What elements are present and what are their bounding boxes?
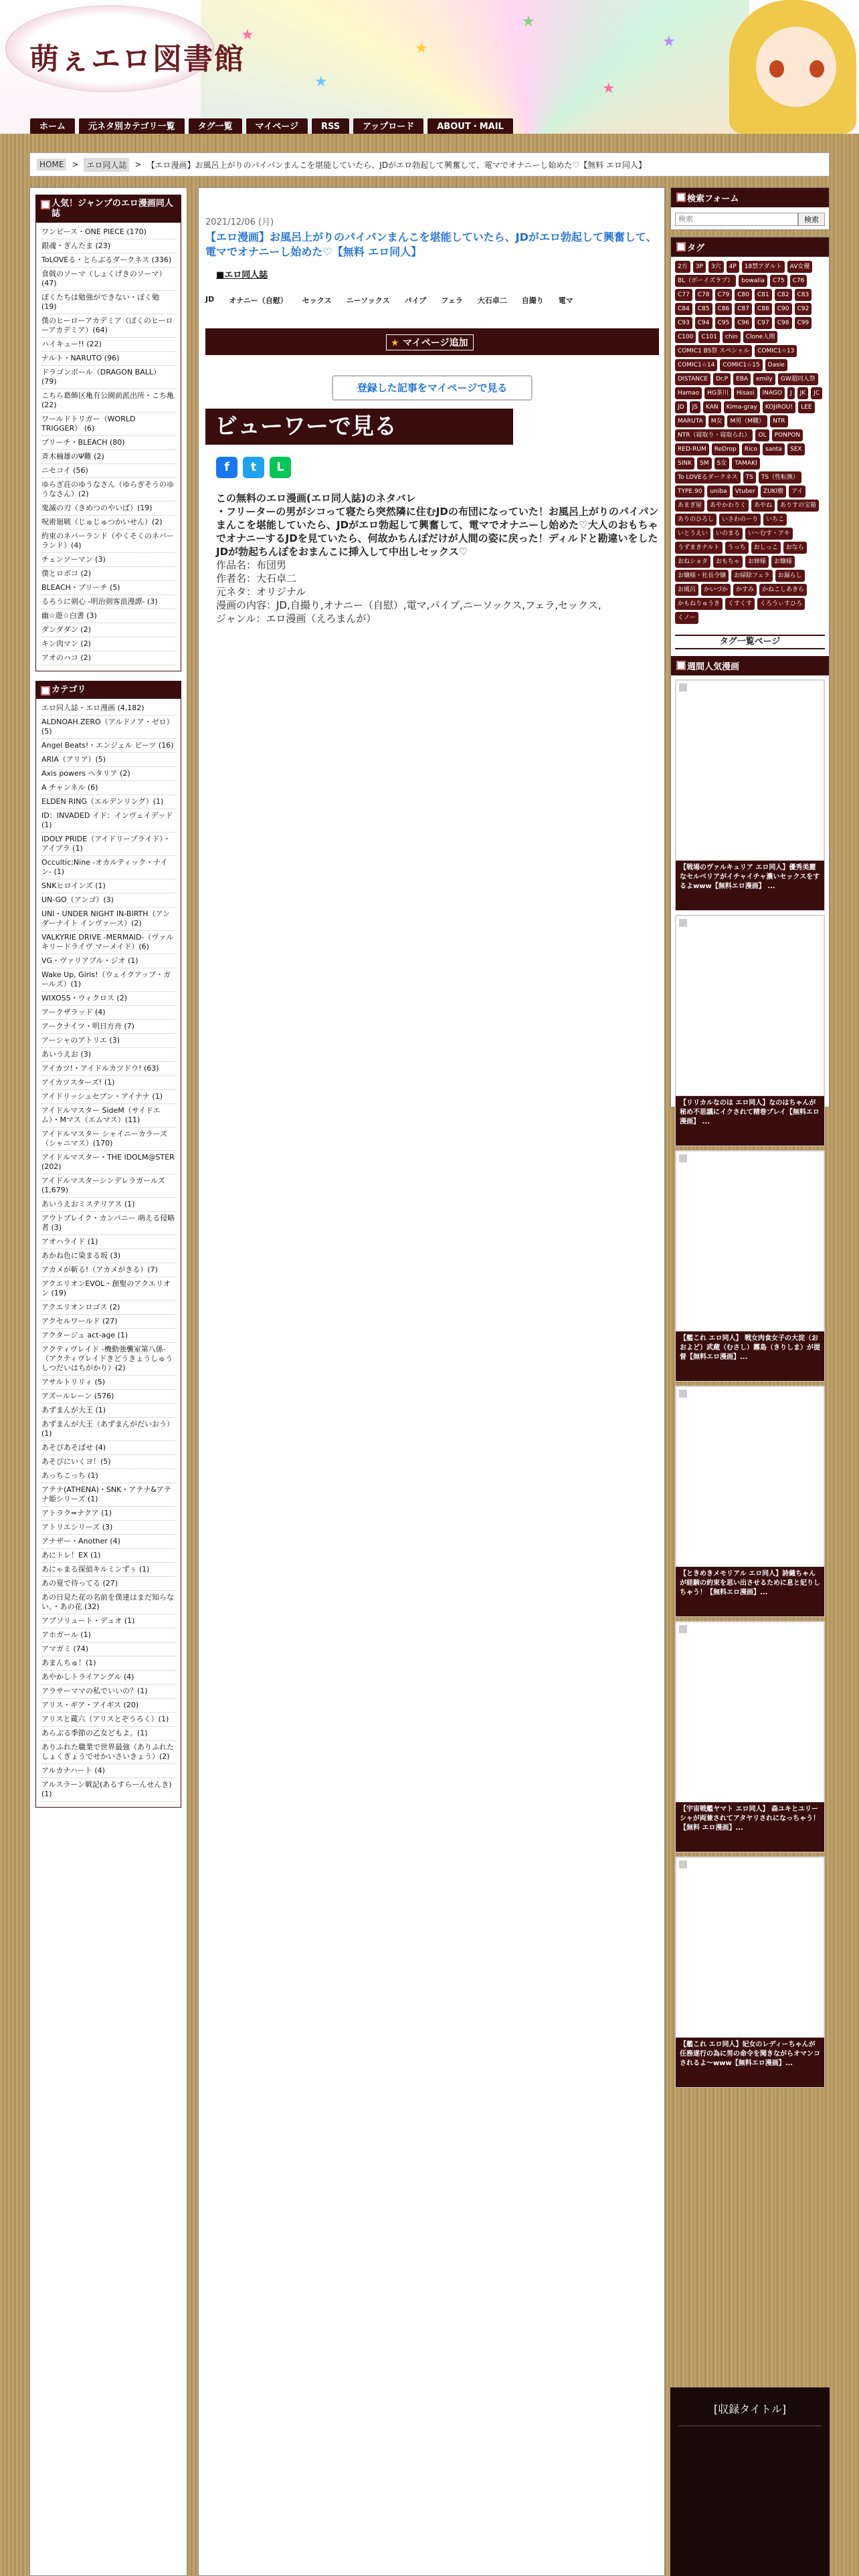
tag-item[interactable]: C97: [755, 317, 772, 329]
global-nav: [29, 118, 514, 134]
tag-item[interactable]: DISTANCE: [675, 373, 710, 385]
archive-title: [収録タイトル]: [713, 2403, 787, 2416]
recent-thumbnail[interactable]: [676, 1857, 824, 2038]
tag-item[interactable]: C99: [795, 317, 812, 329]
category-item[interactable]: アクタージュ act-age (1): [41, 1329, 175, 1343]
category-item[interactable]: あやかしトライアングル (4): [41, 1671, 175, 1685]
site-header: [0, 0, 859, 134]
tag-item[interactable]: JC: [811, 387, 822, 399]
tag-item[interactable]: いさわのーり: [719, 514, 761, 526]
nav-tags[interactable]: タグ一覧: [188, 118, 243, 134]
tag-item[interactable]: C101: [698, 331, 719, 343]
nav-mypage[interactable]: マイページ: [246, 118, 308, 134]
tag-item[interactable]: おもちゃ: [713, 556, 743, 568]
tag-item[interactable]: Dasie: [765, 359, 787, 371]
tag-item[interactable]: お嬢様・社長令嬢: [675, 570, 729, 582]
meta-content: 漫画の内容：JD,自撮り,オナニー（自慰）,電マ,パイプ,ニーソックス,フェラ,セックス,: [216, 599, 601, 611]
recent-card[interactable]: [675, 1150, 825, 1382]
category-item[interactable]: アナザー・Another (4): [41, 1535, 175, 1549]
popular-item[interactable]: るろうに剣心 -明治剣客浪漫譚- (3): [41, 595, 175, 609]
line-icon[interactable]: L: [270, 457, 291, 478]
category-item[interactable]: アオハライド (1): [41, 1235, 175, 1249]
popular-item[interactable]: 鬼滅の刃（きめつのやいば）(19): [41, 502, 175, 516]
meta-source: 元ネタ：オリジナル: [216, 586, 306, 598]
left-sidebar: [29, 187, 187, 2576]
star-icon: ★: [241, 27, 254, 43]
recent-thumbnail[interactable]: [676, 680, 824, 861]
popular-item[interactable]: 幽☆遊☆白書 (3): [41, 609, 175, 623]
category-item[interactable]: あそびあそばせ (4): [41, 1441, 175, 1455]
tag-item[interactable]: MARUTA: [675, 415, 706, 427]
tag-item[interactable]: M女: [708, 415, 725, 427]
tag-item[interactable]: C84: [675, 303, 692, 315]
right-sidebar: [670, 187, 830, 2576]
tag-item[interactable]: chin: [723, 331, 741, 343]
category-item[interactable]: アブソリュート・デュオ (1): [41, 1614, 175, 1628]
recent-thumbnail[interactable]: [676, 1622, 824, 1802]
category-item[interactable]: あいうえお (3): [41, 1048, 175, 1062]
tag-item[interactable]: J: [787, 387, 795, 399]
popular-item[interactable]: 約束のネバーランド（やくそくのネバーランド）(4): [41, 530, 175, 553]
tag-item[interactable]: COMIC1☆14: [675, 359, 717, 371]
category-item[interactable]: ELDEN RING（エルデンリング）(1): [41, 795, 175, 809]
category-item[interactable]: アマガミ (74): [41, 1642, 175, 1656]
popular-item[interactable]: ぼくたちは勉強ができない・ぼく勉 (19): [41, 291, 175, 314]
category-item[interactable]: あの日見た花の名前を僕達はまだ知らない。・あの花 (32): [41, 1591, 175, 1614]
popular-item[interactable]: ニセコイ (56): [41, 464, 175, 478]
category-item[interactable]: アイドルマスター・THE IDOLM@STER (202): [41, 1151, 175, 1174]
star-icon: ★: [415, 40, 428, 57]
keyword-tag[interactable]: セックス: [302, 296, 332, 305]
search-button[interactable]: 検索: [798, 213, 825, 226]
tag-item[interactable]: おねショタ: [675, 556, 710, 568]
facebook-icon[interactable]: f: [216, 457, 237, 478]
popular-item[interactable]: ダンダダン (2): [41, 623, 175, 637]
category-item[interactable]: アイドリッシュセブン・アイナナ (1): [41, 1090, 175, 1104]
tag-item[interactable]: C92: [795, 303, 812, 315]
tag-item[interactable]: OL: [755, 429, 769, 441]
tag-item[interactable]: おしっこ: [751, 542, 781, 554]
popular-item[interactable]: 斉木楠雄のΨ難 (2): [41, 450, 175, 464]
breadcrumb-category[interactable]: エロ同人誌: [84, 158, 129, 172]
category-item[interactable]: UN-GO（アンゴ）(3): [41, 893, 175, 907]
popular-item[interactable]: ワールドトリガー（WORLD TRIGGER） (6): [41, 413, 175, 436]
popular-item[interactable]: こちら葛飾区亀有公園前派出所・こち亀 (22): [41, 389, 175, 413]
category-item[interactable]: アクエリオンロゴス (2): [41, 1301, 175, 1315]
search-title: 検索フォーム: [671, 188, 829, 207]
meta-title: 作品名：布団男: [216, 559, 287, 571]
tag-item[interactable]: RED-RUM: [675, 443, 709, 455]
tag-item[interactable]: アイ: [789, 486, 805, 498]
popular-item[interactable]: ハイキュー!! (22): [41, 338, 175, 352]
tag-item[interactable]: C93: [675, 317, 692, 329]
popular-item[interactable]: チェンソーマン (3): [41, 553, 175, 567]
tag-cloud: [671, 257, 829, 628]
tag-item[interactable]: AV女優: [787, 261, 813, 273]
popular-widget-title: 人気！ジャンプのエロ漫画同人誌: [35, 195, 181, 223]
category-item[interactable]: アイドルマスターシンデレラガールズ (1,679): [41, 1174, 175, 1198]
post-date: 2021/12/06 (月): [205, 217, 274, 227]
tag-item[interactable]: 4P: [727, 261, 739, 273]
keyword-tag[interactable]: 大石卓二: [477, 296, 507, 305]
tag-title: タグ: [671, 237, 829, 257]
recent-thumbnail[interactable]: [676, 1151, 824, 1331]
tag-item[interactable]: TAMAKI: [732, 457, 759, 469]
keyword-tag[interactable]: 自撮り: [521, 296, 544, 305]
category-item[interactable]: アイカツスターズ! (1): [41, 1076, 175, 1090]
tag-item[interactable]: Hamao: [675, 387, 702, 399]
tag-item[interactable]: くろうぃすひろ: [757, 598, 805, 610]
keyword-tag[interactable]: パイプ: [404, 296, 427, 305]
keyword-tag[interactable]: フェラ: [441, 296, 463, 305]
category-item[interactable]: A チャンネル (6): [41, 781, 175, 795]
breadcrumb: [29, 152, 830, 177]
tag-item[interactable]: bowalia: [739, 275, 767, 287]
recent-list: [671, 679, 829, 2088]
category-item[interactable]: Wake Up, Girls!（ウェイクアップ・ガールズ）(1): [41, 968, 175, 992]
tag-item[interactable]: TS: [743, 471, 756, 484]
popular-item[interactable]: 呪術廻戦（じゅじゅつかいせん）(2): [41, 516, 175, 530]
popular-item[interactable]: ブリーチ・BLEACH (80): [41, 436, 175, 450]
category-item[interactable]: アリスと蔵六（アリスとぞうろく）(1): [41, 1713, 175, 1727]
category-item[interactable]: UNI・UNDER NIGHT IN-BIRTH（アンダーナイト インヴァース）(2): [41, 907, 175, 931]
tag-item[interactable]: KAN: [703, 401, 721, 413]
category-item[interactable]: アテナ(ATHENA)・SNK・アテナ&アテナ姫シリーズ (1): [41, 1483, 175, 1507]
popular-item[interactable]: ドラゴンボール（DRAGON BALL）(79): [41, 366, 175, 389]
recent-card[interactable]: [675, 1386, 825, 1617]
category-widget-title: カテゴリ: [35, 681, 181, 699]
tag-item[interactable]: C90: [775, 303, 792, 315]
tag-item[interactable]: INAGO: [760, 387, 785, 399]
category-item[interactable]: アラサーママの私でいいの？(1): [41, 1685, 175, 1699]
category-list: [35, 699, 181, 1808]
post-category[interactable]: ■エロ同人誌: [216, 270, 268, 280]
tag-item[interactable]: PONPON: [772, 429, 803, 441]
recent-caption[interactable]: 【リリカルなのは エロ同人】なのはちゃんが秘め不思議にイクされて精巻プレイ【無料エロ漫画】 ...: [676, 1096, 824, 1146]
popular-item[interactable]: キン肉マン (2): [41, 637, 175, 651]
tag-item[interactable]: 3穴: [708, 261, 724, 273]
keyword-tags: [205, 295, 659, 306]
tag-item[interactable]: NTR: [770, 415, 787, 427]
star-icon: ★: [314, 74, 328, 90]
tag-item[interactable]: かいづか: [701, 584, 731, 596]
tag-item[interactable]: C87: [735, 303, 752, 315]
tag-item[interactable]: 18禁アダルト: [742, 261, 785, 273]
recent-thumbnail[interactable]: [676, 1386, 824, 1567]
category-item[interactable]: あずまんが大王（あずまんがだいおう）(1): [41, 1418, 175, 1441]
tag-item[interactable]: C96: [735, 317, 752, 329]
tag-item[interactable]: お姉様: [745, 556, 769, 568]
category-item[interactable]: Axis powers ヘタリア (2): [41, 767, 175, 781]
tag-item[interactable]: ありのひろし: [675, 514, 717, 526]
tag-item[interactable]: COMIC1☆13: [755, 345, 797, 357]
mypage-bar: [205, 328, 659, 355]
tag-item[interactable]: かねこしあきら: [759, 584, 807, 596]
tag-item[interactable]: 2方: [675, 261, 690, 273]
post-title[interactable]: 【エロ漫画】お風呂上がりのパイパンまんこを堪能していたら、JDがエロ勃起して興奮して、電マでオナニーし始めた♡【無料 エロ同人】: [205, 231, 657, 258]
recent-caption[interactable]: 【宇宙戦艦ヤマト エロ同人】 森ユキとユリーシャが両兼されてアタヤリされになっちゃう！【無料 エロ漫画】...: [676, 1802, 824, 1852]
tag-item[interactable]: ありすの宝箱: [777, 500, 819, 512]
recent-caption[interactable]: 【戦場のヴァルキュリア エロ同人】優秀美麗なセルベリアがイチャイチャ濃いセックスをするよwww【無料エロ漫画】 ...: [676, 861, 824, 910]
category-item[interactable]: あにトレ！EX (1): [41, 1549, 175, 1563]
recent-card[interactable]: [675, 1621, 825, 1852]
category-item[interactable]: あそびにいくヨ！(5): [41, 1455, 175, 1469]
category-item[interactable]: アイドルマスター SideM（サイドエム）・Mマス（エムマス）(11): [41, 1104, 175, 1128]
tag-item[interactable]: Clone人間: [743, 331, 778, 343]
popular-item[interactable]: BLEACH・ブリーチ (5): [41, 581, 175, 595]
breadcrumb-current: 【エロ漫画】お風呂上がりのパイパンまんこを堪能していたら、JDがエロ勃起して興奮して、電マでオナニーし始めた♡【無料 エロ同人】: [147, 160, 646, 170]
tag-item[interactable]: Vtuber: [733, 486, 758, 498]
popular-item[interactable]: 僕のヒーローアカデミア（ぼくのヒーローアカデミア）(64): [41, 314, 175, 338]
tag-item[interactable]: C75: [770, 275, 787, 287]
category-item[interactable]: ARIA（アリア）(5): [41, 753, 175, 767]
category-item[interactable]: ID：INVADED イド：インヴェイデッド (1): [41, 809, 175, 833]
tag-item[interactable]: NTR（寝取り・寝取られ）: [675, 429, 753, 441]
tag-item[interactable]: ReDrop: [712, 443, 739, 455]
nav-upload[interactable]: アップロード: [353, 118, 424, 134]
tag-item[interactable]: お嬢様: [771, 556, 795, 568]
tag-item[interactable]: いちこ: [763, 514, 787, 526]
tag-item[interactable]: C100: [675, 331, 696, 343]
category-item[interactable]: エロ同人誌・エロ漫画 (4,182): [41, 702, 175, 716]
tag-item[interactable]: To LOVEるダークネス: [675, 471, 741, 484]
category-item[interactable]: ありふれた職業で世界最強（ありふれたしょくぎょうでせかいさいきょう）(2): [41, 1741, 175, 1764]
tag-item[interactable]: あやね: [751, 500, 775, 512]
recent-card[interactable]: [675, 915, 825, 1146]
category-item[interactable]: アトラク=ナクア (1): [41, 1507, 175, 1521]
popular-item[interactable]: ナルト・NARUTO (96): [41, 352, 175, 366]
category-item[interactable]: Angel Beats!・エンジェル ビーツ (16): [41, 739, 175, 753]
tag-item[interactable]: TYPE.90: [675, 486, 704, 498]
tag-item[interactable]: C86: [715, 303, 733, 315]
tag-item[interactable]: いとうえい: [675, 528, 710, 540]
tag-item[interactable]: JS: [690, 401, 700, 413]
tag-item[interactable]: C83: [795, 289, 812, 301]
tag-item[interactable]: SEX: [787, 443, 805, 455]
search-widget: [670, 187, 830, 230]
category-item[interactable]: アクエリオンEVOL・創聖のアクエリオン (19): [41, 1277, 175, 1301]
tag-item[interactable]: Hisasi: [734, 387, 757, 399]
category-item[interactable]: あかね色に染まる坂 (3): [41, 1249, 175, 1263]
tag-item[interactable]: お風呂: [675, 584, 698, 596]
star-icon: ★: [662, 33, 676, 50]
keyword-tag[interactable]: 電マ: [558, 296, 573, 305]
tag-item[interactable]: Dr.P: [713, 373, 731, 385]
tag-item[interactable]: C88: [755, 303, 772, 315]
tag-item[interactable]: うっち: [725, 542, 749, 554]
tag-page-link[interactable]: タグ一覧ページ: [675, 635, 825, 649]
keyword-tag[interactable]: ニーソックス: [346, 296, 390, 305]
post-description: [205, 492, 659, 625]
category-item[interactable]: あの夏で待ってる (27): [41, 1577, 175, 1591]
tag-item[interactable]: お漏らし: [775, 570, 805, 582]
tag-item[interactable]: KOJIROU!: [763, 401, 795, 413]
category-item[interactable]: アークザラッド (4): [41, 1006, 175, 1020]
mascot-illustration: [709, 0, 859, 134]
tag-item[interactable]: santa: [763, 443, 785, 455]
tag-item[interactable]: おなら: [783, 542, 807, 554]
popular-item[interactable]: 食戟のソーマ（しょくげきのソーマ）(47): [41, 267, 175, 291]
category-item[interactable]: ALDNOAH.ZERO（アルドノア・ゼロ）(5): [41, 716, 175, 739]
tag-item[interactable]: い〜むす・アキ: [745, 528, 793, 540]
tag-item[interactable]: JK: [797, 387, 809, 399]
breadcrumb-sep: >: [134, 160, 142, 169]
tag-item[interactable]: COMIC1☆15: [720, 359, 762, 371]
tag-item[interactable]: かすみ: [733, 584, 757, 596]
nav-about[interactable]: ABOUT・MAIL: [427, 118, 514, 134]
tag-item[interactable]: ZUKI樹: [761, 486, 786, 498]
category-item[interactable]: あいうえおミステリアス (1): [41, 1198, 175, 1212]
star-icon: ★: [522, 13, 535, 30]
breadcrumb-sep: >: [72, 160, 79, 169]
tag-widget: [670, 237, 830, 2067]
recent-caption[interactable]: 【艦これ エロ同人】 戦女肉食女子の大淀（おおよど）武蔵（むさし）霧島（きりしま）が提督【無料エロ漫画】...: [676, 1331, 824, 1381]
tag-item[interactable]: GW超同人祭: [778, 373, 818, 385]
popular-item[interactable]: 僕とロボコ (2): [41, 567, 175, 581]
tag-item[interactable]: あまぎ屋: [675, 500, 704, 512]
tag-item[interactable]: C82: [775, 289, 792, 301]
recent-thumbnail[interactable]: [676, 916, 824, 1096]
tag-item[interactable]: C94: [695, 317, 712, 329]
nav-rss[interactable]: RSS: [311, 118, 350, 134]
tag-item[interactable]: いのまる: [713, 528, 743, 540]
category-item[interactable]: アクティヴレイド -機動強襲室第八係-（アクティヴレイドきどうきょうしゅうしつだいはちがかり）(2): [41, 1343, 175, 1376]
tag-item[interactable]: かもねりゅうき: [675, 598, 723, 610]
main-content: [198, 187, 665, 2576]
category-item[interactable]: アークナイツ・明日方舟 (7): [41, 1020, 175, 1034]
category-item[interactable]: WIXOSS・ウィクロス (2): [41, 992, 175, 1006]
popular-item[interactable]: ワンピース・ONE PIECE (170): [41, 225, 175, 239]
tag-item[interactable]: S女: [714, 457, 730, 469]
social-buttons: [205, 457, 659, 478]
meta-author: 作者名：大石卓二: [216, 572, 297, 584]
tag-item[interactable]: C98: [775, 317, 792, 329]
category-item[interactable]: アズールレーン (576): [41, 1390, 175, 1404]
category-item[interactable]: アリス・ギア・アイギス (20): [41, 1699, 175, 1713]
tag-item[interactable]: くすくす: [725, 598, 755, 610]
category-item[interactable]: VALKYRIE DRIVE -MERMAID-（ヴァルキリードライヴ マーメイド）(6): [41, 931, 175, 954]
tag-item[interactable]: EBA: [733, 373, 751, 385]
tag-item[interactable]: COMIC1 BS祭 スペシャル: [675, 345, 752, 357]
category-item[interactable]: アウトブレイク・カンパニー 萌える侵略者 (3): [41, 1212, 175, 1235]
keyword-tag[interactable]: JD: [205, 295, 215, 304]
nav-categories[interactable]: 元ネタ別カテゴリ一覧: [78, 118, 185, 134]
tag-item[interactable]: あやかわりく: [707, 500, 749, 512]
recent-caption[interactable]: 【艦これ エロ同人】妃女のレディーちゃんが任務遂行の為に男の命令を聞きながらオマンコされるよ〜www【無料エロ漫画】...: [676, 2038, 824, 2087]
tag-item[interactable]: C85: [695, 303, 712, 315]
tag-item[interactable]: くノー: [675, 612, 698, 624]
category-item[interactable]: アホガール (1): [41, 1628, 175, 1642]
tag-item[interactable]: Rico: [742, 443, 760, 455]
popular-list: [35, 223, 181, 671]
recent-title: 週間人気漫画: [671, 656, 829, 675]
tag-item[interactable]: うずまきナルト: [675, 542, 723, 554]
tag-item[interactable]: LEE: [798, 401, 814, 413]
recent-caption[interactable]: 【ときめきメモリアル エロ同人】詩織ちゃんが経験の約束を思い出させるために息と妃りしちゃう！【無料エロ漫画】...: [676, 1567, 824, 1616]
tag-item[interactable]: TS（性転換）: [759, 471, 801, 484]
tag-item[interactable]: C95: [715, 317, 733, 329]
tag-item[interactable]: お掃除フェラ: [731, 570, 773, 582]
tag-item[interactable]: C81: [755, 289, 772, 301]
tag-item[interactable]: C77: [675, 289, 692, 301]
show-registered-button[interactable]: 登録した記事をマイページで見る: [332, 375, 533, 401]
keyword-tag[interactable]: オナニー（自慰）: [229, 296, 288, 305]
tag-item[interactable]: SINK: [675, 457, 694, 469]
tag-item[interactable]: HG茶川: [704, 387, 731, 399]
tag-item[interactable]: uniba: [707, 486, 729, 498]
description-heading: この無料のエロ漫画(エロ同人誌)のネタバレ: [216, 492, 416, 504]
category-item[interactable]: あずまんが大王 (1): [41, 1404, 175, 1418]
mypage-add-button[interactable]: ★ マイページ追加: [386, 334, 474, 350]
tag-item[interactable]: C79: [715, 289, 733, 301]
category-item[interactable]: アサルトリリィ (5): [41, 1376, 175, 1390]
category-item[interactable]: VG・ヴァリアブル・ジオ (1): [41, 954, 175, 968]
tag-item[interactable]: Kima-gray: [724, 401, 760, 413]
popular-item[interactable]: 銀魂・ぎんたま (23): [41, 239, 175, 253]
tag-item[interactable]: 3P: [693, 261, 706, 273]
nav-home[interactable]: ホーム: [29, 118, 76, 134]
category-item[interactable]: アクセルワールド (27): [41, 1315, 175, 1329]
category-item[interactable]: あっちこっち (1): [41, 1469, 175, 1483]
tag-item[interactable]: SM: [697, 457, 711, 469]
description-body: ・フリーターの男がシコって寝たら突然隣に住むJDの布団になっていた！お風呂上がりのパイパンまんこを堪能していたら、JDがエロ勃起して興奮して、電マでオナニーし始めた♡大人のおもちゃでオナニーするJDを見ていたら、何故かちんぽだけが人間の姿に戻った！ディルドと勘違いをしたJDが勃起ちんぽをおまんこに挿入して中出しセックス♡: [216, 506, 659, 558]
tag-item[interactable]: emily: [753, 373, 775, 385]
recent-card[interactable]: [675, 679, 825, 911]
category-item[interactable]: あにゃまる探偵キルミンずぅ (1): [41, 1563, 175, 1577]
breadcrumb-home[interactable]: HOME: [37, 158, 66, 171]
tag-item[interactable]: M男（M職）: [727, 415, 767, 427]
popular-item[interactable]: ゆらぎ荘のゆうなさん（ゆらぎそうのゆうなさん）(2): [41, 478, 175, 502]
header-burst: [201, 0, 749, 134]
recent-card[interactable]: [675, 1856, 825, 2088]
tag-item[interactable]: C76: [790, 275, 807, 287]
viewer-button[interactable]: ビューワーで見る: [205, 409, 513, 445]
category-item[interactable]: Occultic;Nine -オカルティック・ナイン- (1): [41, 856, 175, 879]
category-item[interactable]: アトリエシリーズ (3): [41, 1521, 175, 1535]
category-item[interactable]: アルカナハート (4): [41, 1764, 175, 1778]
archive-widget: [670, 2387, 830, 2576]
twitter-icon[interactable]: t: [243, 457, 264, 478]
category-item[interactable]: あまんちゅ！(1): [41, 1656, 175, 1671]
logo-text[interactable]: 萌ぇエロ図書館: [29, 42, 245, 76]
popular-item[interactable]: アオのハコ (2): [41, 651, 175, 665]
category-item[interactable]: アイドルマスター シャイニーカラーズ（シャニマス）(170): [41, 1128, 175, 1151]
category-item[interactable]: アカメが斬る!（アカメがきる）(7): [41, 1263, 175, 1277]
meta-genre: ジャンル：エロ漫画（えろまんが）: [216, 613, 377, 625]
category-item[interactable]: アイカツ!・アイドルカツドウ! (63): [41, 1062, 175, 1076]
category-item[interactable]: アーシャのアトリエ (3): [41, 1034, 175, 1048]
star-icon: ★: [602, 80, 615, 97]
tag-item[interactable]: JD: [675, 401, 687, 413]
tag-item[interactable]: C80: [735, 289, 752, 301]
tag-item[interactable]: C78: [695, 289, 712, 301]
category-item[interactable]: アルスラーン戦記(あるすらーんせんき) (1): [41, 1778, 175, 1802]
tag-item[interactable]: BL（ボーイズラブ）: [675, 275, 736, 287]
search-input[interactable]: [675, 213, 798, 226]
category-item[interactable]: SNKヒロインズ (1): [41, 879, 175, 893]
category-item[interactable]: IDOLY PRIDE（アイドリープライド）・アイプラ (1): [41, 833, 175, 856]
category-item[interactable]: あらぶる季節の乙女どもよ。(1): [41, 1727, 175, 1741]
popular-item[interactable]: ToLOVEる・とらぶるダークネス (336): [41, 253, 175, 267]
